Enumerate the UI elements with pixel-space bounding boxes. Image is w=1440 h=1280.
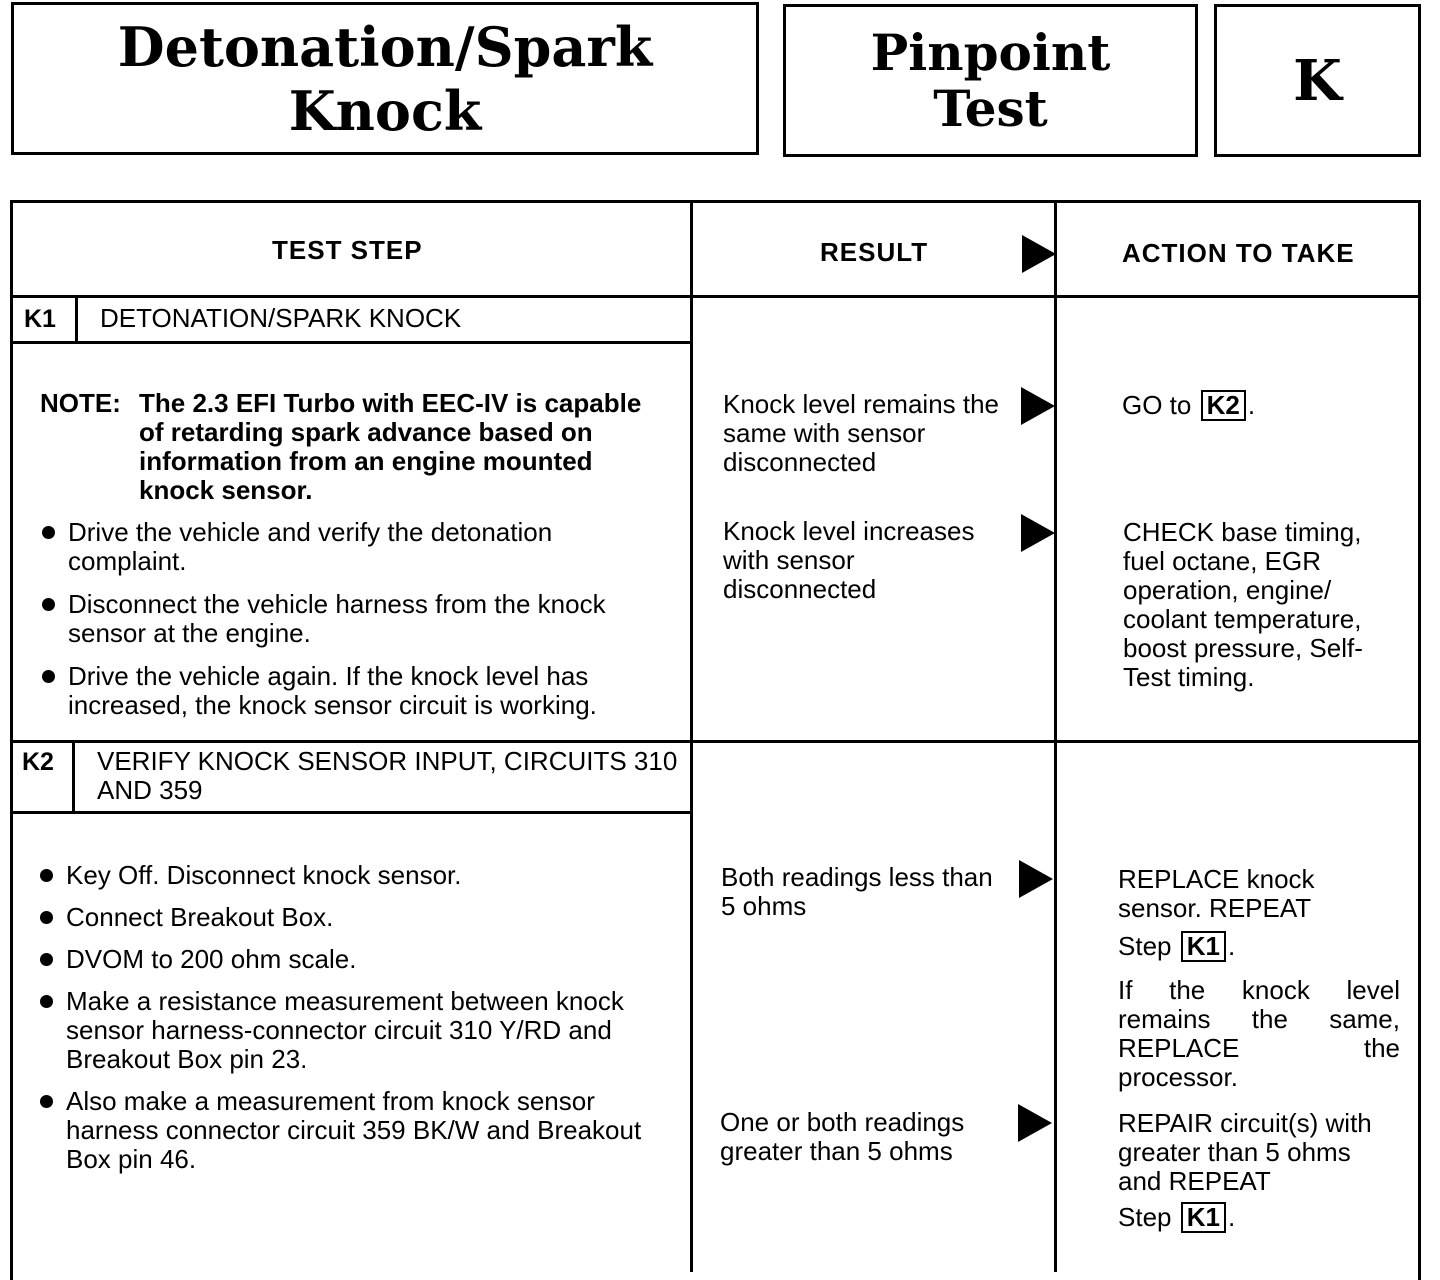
result-arrow-icon (1018, 1104, 1052, 1142)
result-arrow-icon (1021, 387, 1055, 425)
step-header-divider (10, 341, 692, 344)
step-reference-k1[interactable]: K1 (1181, 931, 1226, 962)
result-arrow-icon (1019, 860, 1053, 898)
result-arrow-icon (1022, 235, 1056, 273)
action-suffix: . (1227, 1202, 1236, 1232)
step-title-k1: DETONATION/SPARK KNOCK (100, 303, 462, 333)
note-label: NOTE: (40, 388, 121, 418)
note-text: The 2.3 EFI Turbo with EEC-IV is capable of retarding spark advance based on information from an engine mounted knock sensor. (139, 388, 642, 505)
action-step-label: Step (1118, 1202, 1172, 1232)
title-box (11, 2, 759, 155)
list-item: Also make a measurement from knock sensor harness connector circuit 359 BK/W and Breakout Box pin 46. (38, 1087, 678, 1174)
list-item: Drive the vehicle again. If the knock level has increased, the knock sensor circuit is working. (40, 662, 670, 720)
k1-instructions (40, 518, 670, 720)
action-suffix: . (1227, 931, 1236, 961)
list-item: Make a resistance measurement between knock sensor harness-connector circuit 310 Y/RD and Breakout Box pin 23. (38, 987, 678, 1074)
column-divider (690, 202, 693, 1272)
list-item: Drive the vehicle and verify the detonation complaint. (40, 518, 670, 576)
list-item: DVOM to 200 ohm scale. (38, 945, 678, 974)
result-k2-1: Both readings less than 5 ohms (721, 862, 993, 921)
action-step-line (1118, 931, 1398, 962)
column-divider (1054, 202, 1057, 1272)
action-k1-2: CHECK base timing, fuel octane, EGR operation, engine/ coolant temperature, boost pressure, Self-Test timing. (1123, 517, 1363, 692)
header-row-divider (10, 295, 1421, 298)
pinpoint-test-box (783, 4, 1198, 157)
column-header-test-step: TEST STEP (272, 235, 423, 265)
action-text: REPAIR circuit(s) with greater than 5 ohms and REPEAT (1118, 1108, 1372, 1196)
step-code-k1: K1 (24, 305, 56, 333)
list-item: Key Off. Disconnect knock sensor. (38, 861, 678, 890)
step-header-divider (10, 811, 692, 814)
result-arrow-icon (1021, 514, 1055, 552)
page-title: Detonation/Spark Knock (117, 14, 653, 143)
test-letter-box (1214, 4, 1421, 157)
k2-instructions (38, 861, 678, 1174)
list-item: Connect Breakout Box. (38, 903, 678, 932)
step-code-k2: K2 (22, 748, 54, 776)
test-letter: K (1293, 47, 1342, 114)
step-code-divider (72, 742, 75, 812)
step-row-divider (10, 740, 1421, 743)
action-text: REPLACE knock sensor. REPEAT (1118, 864, 1315, 923)
action-step-line (1118, 1202, 1398, 1233)
action-k2-2 (1118, 1109, 1398, 1233)
action-suffix: . (1247, 390, 1256, 420)
step-reference-k1[interactable]: K1 (1181, 1202, 1226, 1233)
action-k2-1 (1118, 865, 1398, 1092)
action-k1-1 (1122, 390, 1255, 421)
pinpoint-test-label: Pinpoint Test (870, 22, 1111, 138)
result-k1-2: Knock level increases with sensor disconnected (723, 516, 975, 604)
action-text: GO to (1122, 390, 1192, 420)
step-reference-k2[interactable]: K2 (1201, 390, 1246, 421)
step-title-k2: VERIFY KNOCK SENSOR INPUT, CIRCUITS 310 AND 359 (97, 746, 678, 805)
action-extra-text: If the knock level remains the same, REPLACE the processor. (1118, 975, 1400, 1092)
column-header-action: ACTION TO TAKE (1122, 238, 1355, 268)
step-code-divider (75, 297, 78, 343)
result-k1-1: Knock level remains the same with sensor disconnected (723, 389, 1000, 477)
column-header-result: RESULT (820, 237, 929, 267)
list-item: Disconnect the vehicle harness from the knock sensor at the engine. (40, 590, 670, 648)
action-step-label: Step (1118, 931, 1172, 961)
result-k2-2: One or both readings greater than 5 ohms (720, 1107, 965, 1166)
